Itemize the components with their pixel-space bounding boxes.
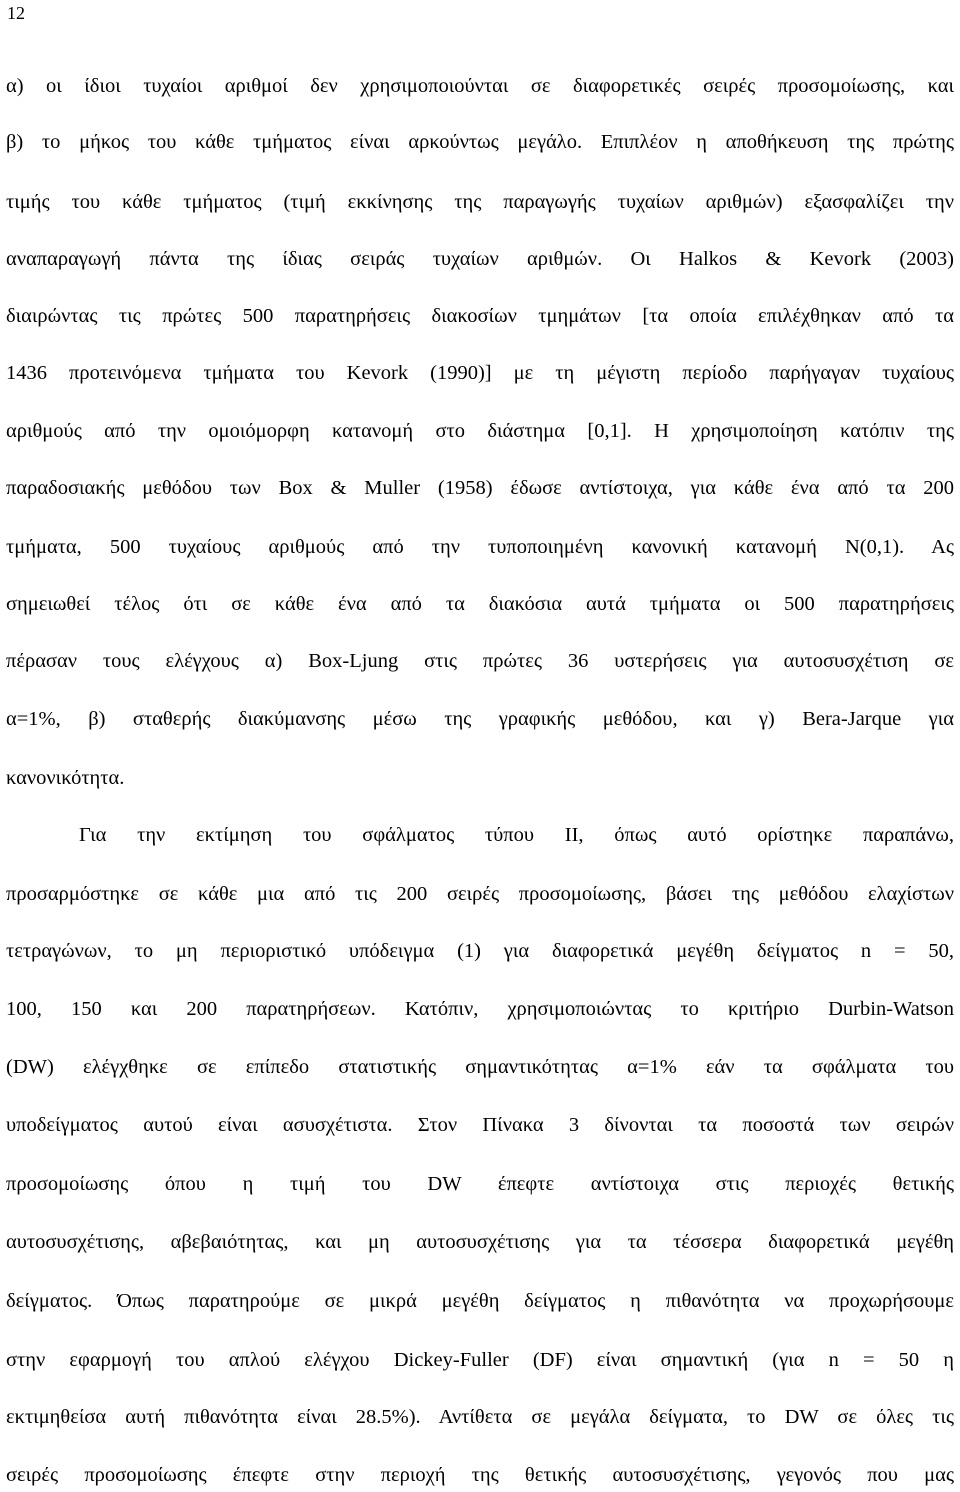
page-number: 12 xyxy=(7,3,25,23)
text-line: πέρασαν τους ελέγχους α) Box-Ljung στις πρώτες 36 υστερήσεις για αυτοσυσχέτιση σε xyxy=(6,650,954,672)
text-line: υποδείγματος αυτού είναι ασυσχέτιστα. Στον Πίνακα 3 δίνονται τα ποσοστά των σειρών xyxy=(6,1114,954,1136)
text-line: α=1%, β) σταθερής διακύμανσης μέσω της γραφικής μεθόδου, και γ) Bera-Jarque για xyxy=(6,708,954,730)
text-line: δείγματος. Όπως παρατηρούμε σε μικρά μεγέθη δείγματος η πιθανότητα να προχωρήσουμε xyxy=(6,1290,954,1312)
text-line: τιμής του κάθε τμήματος (τιμή εκκίνησης της παραγωγής τυχαίων αριθμών) εξασφαλίζει την xyxy=(6,191,954,213)
text-line: 1436 προτεινόμενα τμήματα του Kevork (1990)] με τη μέγιστη περίοδο παρήγαγαν τυχαίους xyxy=(6,362,954,384)
text-line: σημειωθεί τέλος ότι σε κάθε ένα από τα διακόσια αυτά τμήματα οι 500 παρατηρήσεις xyxy=(6,593,954,615)
text-line: διαιρώντας τις πρώτες 500 παρατηρήσεις διακοσίων τμημάτων [τα οποία επιλέχθηκαν από τα xyxy=(6,305,954,327)
text-line: προσαρμόστηκε σε κάθε μια από τις 200 σειρές προσομοίωσης, βάσει της μεθόδου ελαχίστων xyxy=(6,883,954,905)
text-line: τετραγώνων, το μη περιοριστικό υπόδειγμα (1) για διαφορετικά μεγέθη δείγματος n = 50, xyxy=(6,940,954,962)
text-line: 100, 150 και 200 παρατηρήσεων. Κατόπιν, χρησιμοποιώντας το κριτήριο Durbin-Watson xyxy=(6,998,954,1020)
text-line: β) το μήκος του κάθε τμήματος είναι αρκούντως μεγάλο. Επιπλέον η αποθήκευση της πρώτης xyxy=(6,131,954,153)
text-line: σειρές προσομοίωσης έπεφτε στην περιοχή της θετικής αυτοσυσχέτισης, γεγονός που μας xyxy=(6,1464,954,1486)
text-line: αριθμούς από την ομοιόμορφη κατανομή στο διάστημα [0,1]. Η χρησιμοποίηση κατόπιν της xyxy=(6,420,954,442)
text-line: αυτοσυσχέτισης, αβεβαιότητας, και μη αυτοσυσχέτισης για τα τέσσερα διαφορετικά μεγέθη xyxy=(6,1231,954,1253)
text-line: εκτιμηθείσα αυτή πιθανότητα είναι 28.5%). Αντίθετα σε μεγάλα δείγματα, το DW σε όλες τις xyxy=(6,1406,954,1428)
text-line: Για την εκτίμηση του σφάλματος τύπου ΙΙ, όπως αυτό ορίστηκε παραπάνω, xyxy=(79,824,954,846)
text-line: παραδοσιακής μεθόδου των Box & Muller (1958) έδωσε αντίστοιχα, για κάθε ένα από τα 200 xyxy=(6,477,954,499)
text-line: (DW) ελέγχθηκε σε επίπεδο στατιστικής σημαντικότητας α=1% εάν τα σφάλματα του xyxy=(6,1056,954,1078)
text-line: κανονικότητα. xyxy=(6,767,125,789)
text-line: στην εφαρμογή του απλού ελέγχου Dickey-Fuller (DF) είναι σημαντική (για n = 50 η xyxy=(6,1349,954,1371)
text-line: α) οι ίδιοι τυχαίοι αριθμοί δεν χρησιμοποιούνται σε διαφορετικές σειρές προσομοίωσης, και xyxy=(6,75,954,97)
text-line: τμήματα, 500 τυχαίους αριθμούς από την τυποποιημένη κανονική κατανομή Ν(0,1). Ας xyxy=(6,536,954,558)
text-line: προσομοίωσης όπου η τιμή του DW έπεφτε αντίστοιχα στις περιοχές θετικής xyxy=(6,1173,954,1195)
text-line: αναπαραγωγή πάντα της ίδιας σειράς τυχαίων αριθμών. Οι Halkos & Kevork (2003) xyxy=(6,248,954,270)
